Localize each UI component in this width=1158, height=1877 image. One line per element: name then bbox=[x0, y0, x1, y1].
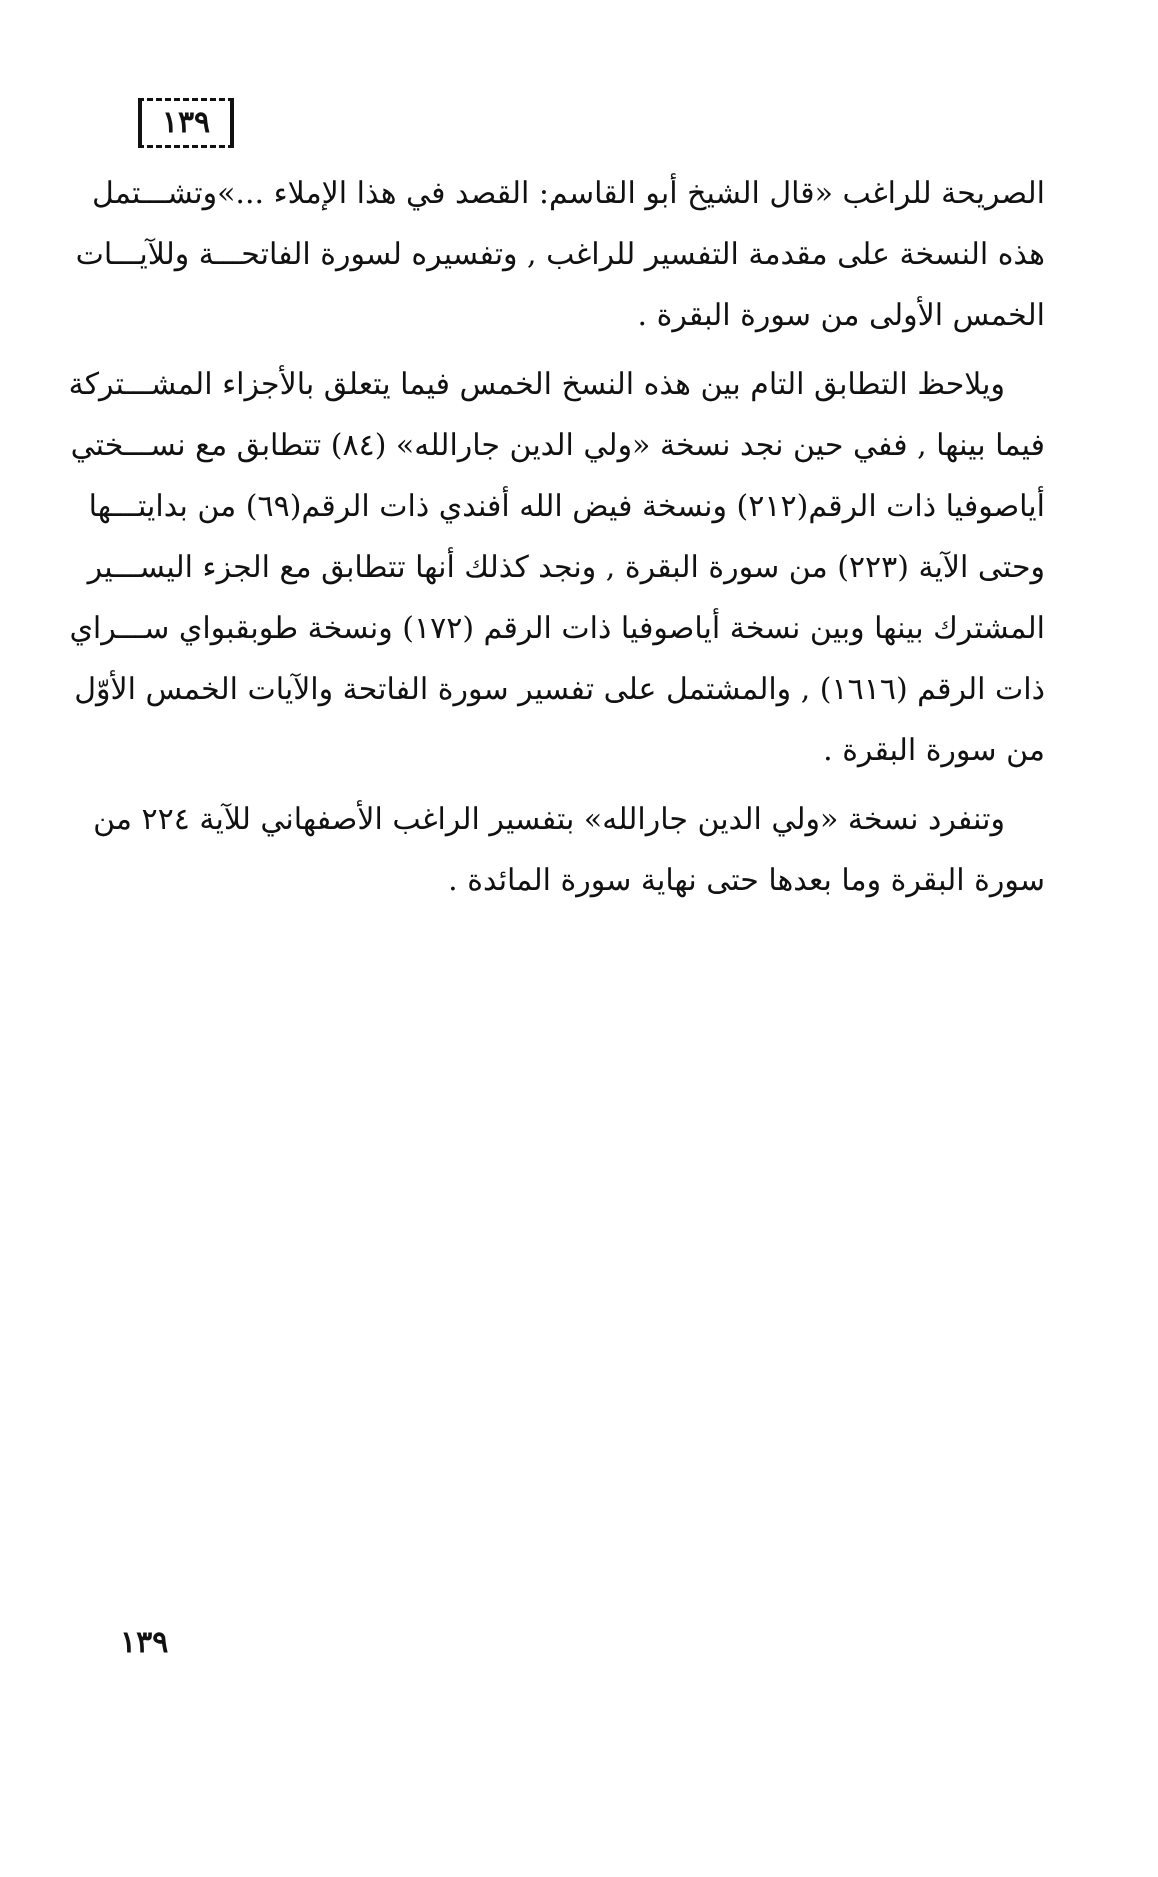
text-line: الخمس الأولى من سورة البقرة . bbox=[637, 298, 1045, 333]
footer-page-number: ١٣٩ bbox=[120, 1625, 169, 1660]
body-text bbox=[68, 163, 1045, 919]
text-line: ذات الرقم (١٦١٦) , والمشتمل على تفسير سورة الفاتحة والآيات الخمس الأوّل bbox=[74, 672, 1045, 707]
text-line: من سورة البقرة . bbox=[823, 733, 1045, 768]
page-number-box bbox=[138, 98, 234, 148]
text-line: هذه النسخة على مقدمة التفسير للراغب , وتفسيره لسورة الفاتحـــة وللآيـــات bbox=[75, 237, 1045, 272]
text-line: الصريحة للراغب «قال الشيخ أبو القاسم: القصد في هذا الإملاء ...»وتشـــتمل bbox=[91, 176, 1045, 211]
text-line: وحتى الآية (٢٢٣) من سورة البقرة , ونجد كذلك أنها تتطابق مع الجزء اليســـير bbox=[87, 550, 1045, 585]
text-line: ويلاحظ التطابق التام بين هذه النسخ الخمس فيما يتعلق بالأجزاء المشـــتركة bbox=[68, 367, 1005, 402]
text-line: فيما بينها , ففي حين نجد نسخة «ولي الدين جارالله» (٨٤) تتطابق مع نســـختي bbox=[70, 428, 1045, 463]
paragraph-1 bbox=[75, 163, 1045, 346]
page-number-box-label: ١٣٩ bbox=[161, 105, 211, 140]
text-line: المشترك بينها وبين نسخة أياصوفيا ذات الرقم (١٧٢) ونسخة طوبقبواي ســـراي bbox=[69, 611, 1045, 646]
text-line: سورة البقرة وما بعدها حتى نهاية سورة المائدة . bbox=[448, 863, 1045, 898]
paragraph-2 bbox=[68, 354, 1045, 781]
text-line: وتنفرد نسخة «ولي الدين جارالله» بتفسير الراغب الأصفهاني للآية ٢٢٤ من bbox=[93, 802, 1005, 837]
text-line: أياصوفيا ذات الرقم(٢١٢) ونسخة فيض الله أفندي ذات الرقم(٦٩) من بدايتـــها bbox=[88, 489, 1045, 524]
paragraph-3 bbox=[93, 789, 1045, 911]
